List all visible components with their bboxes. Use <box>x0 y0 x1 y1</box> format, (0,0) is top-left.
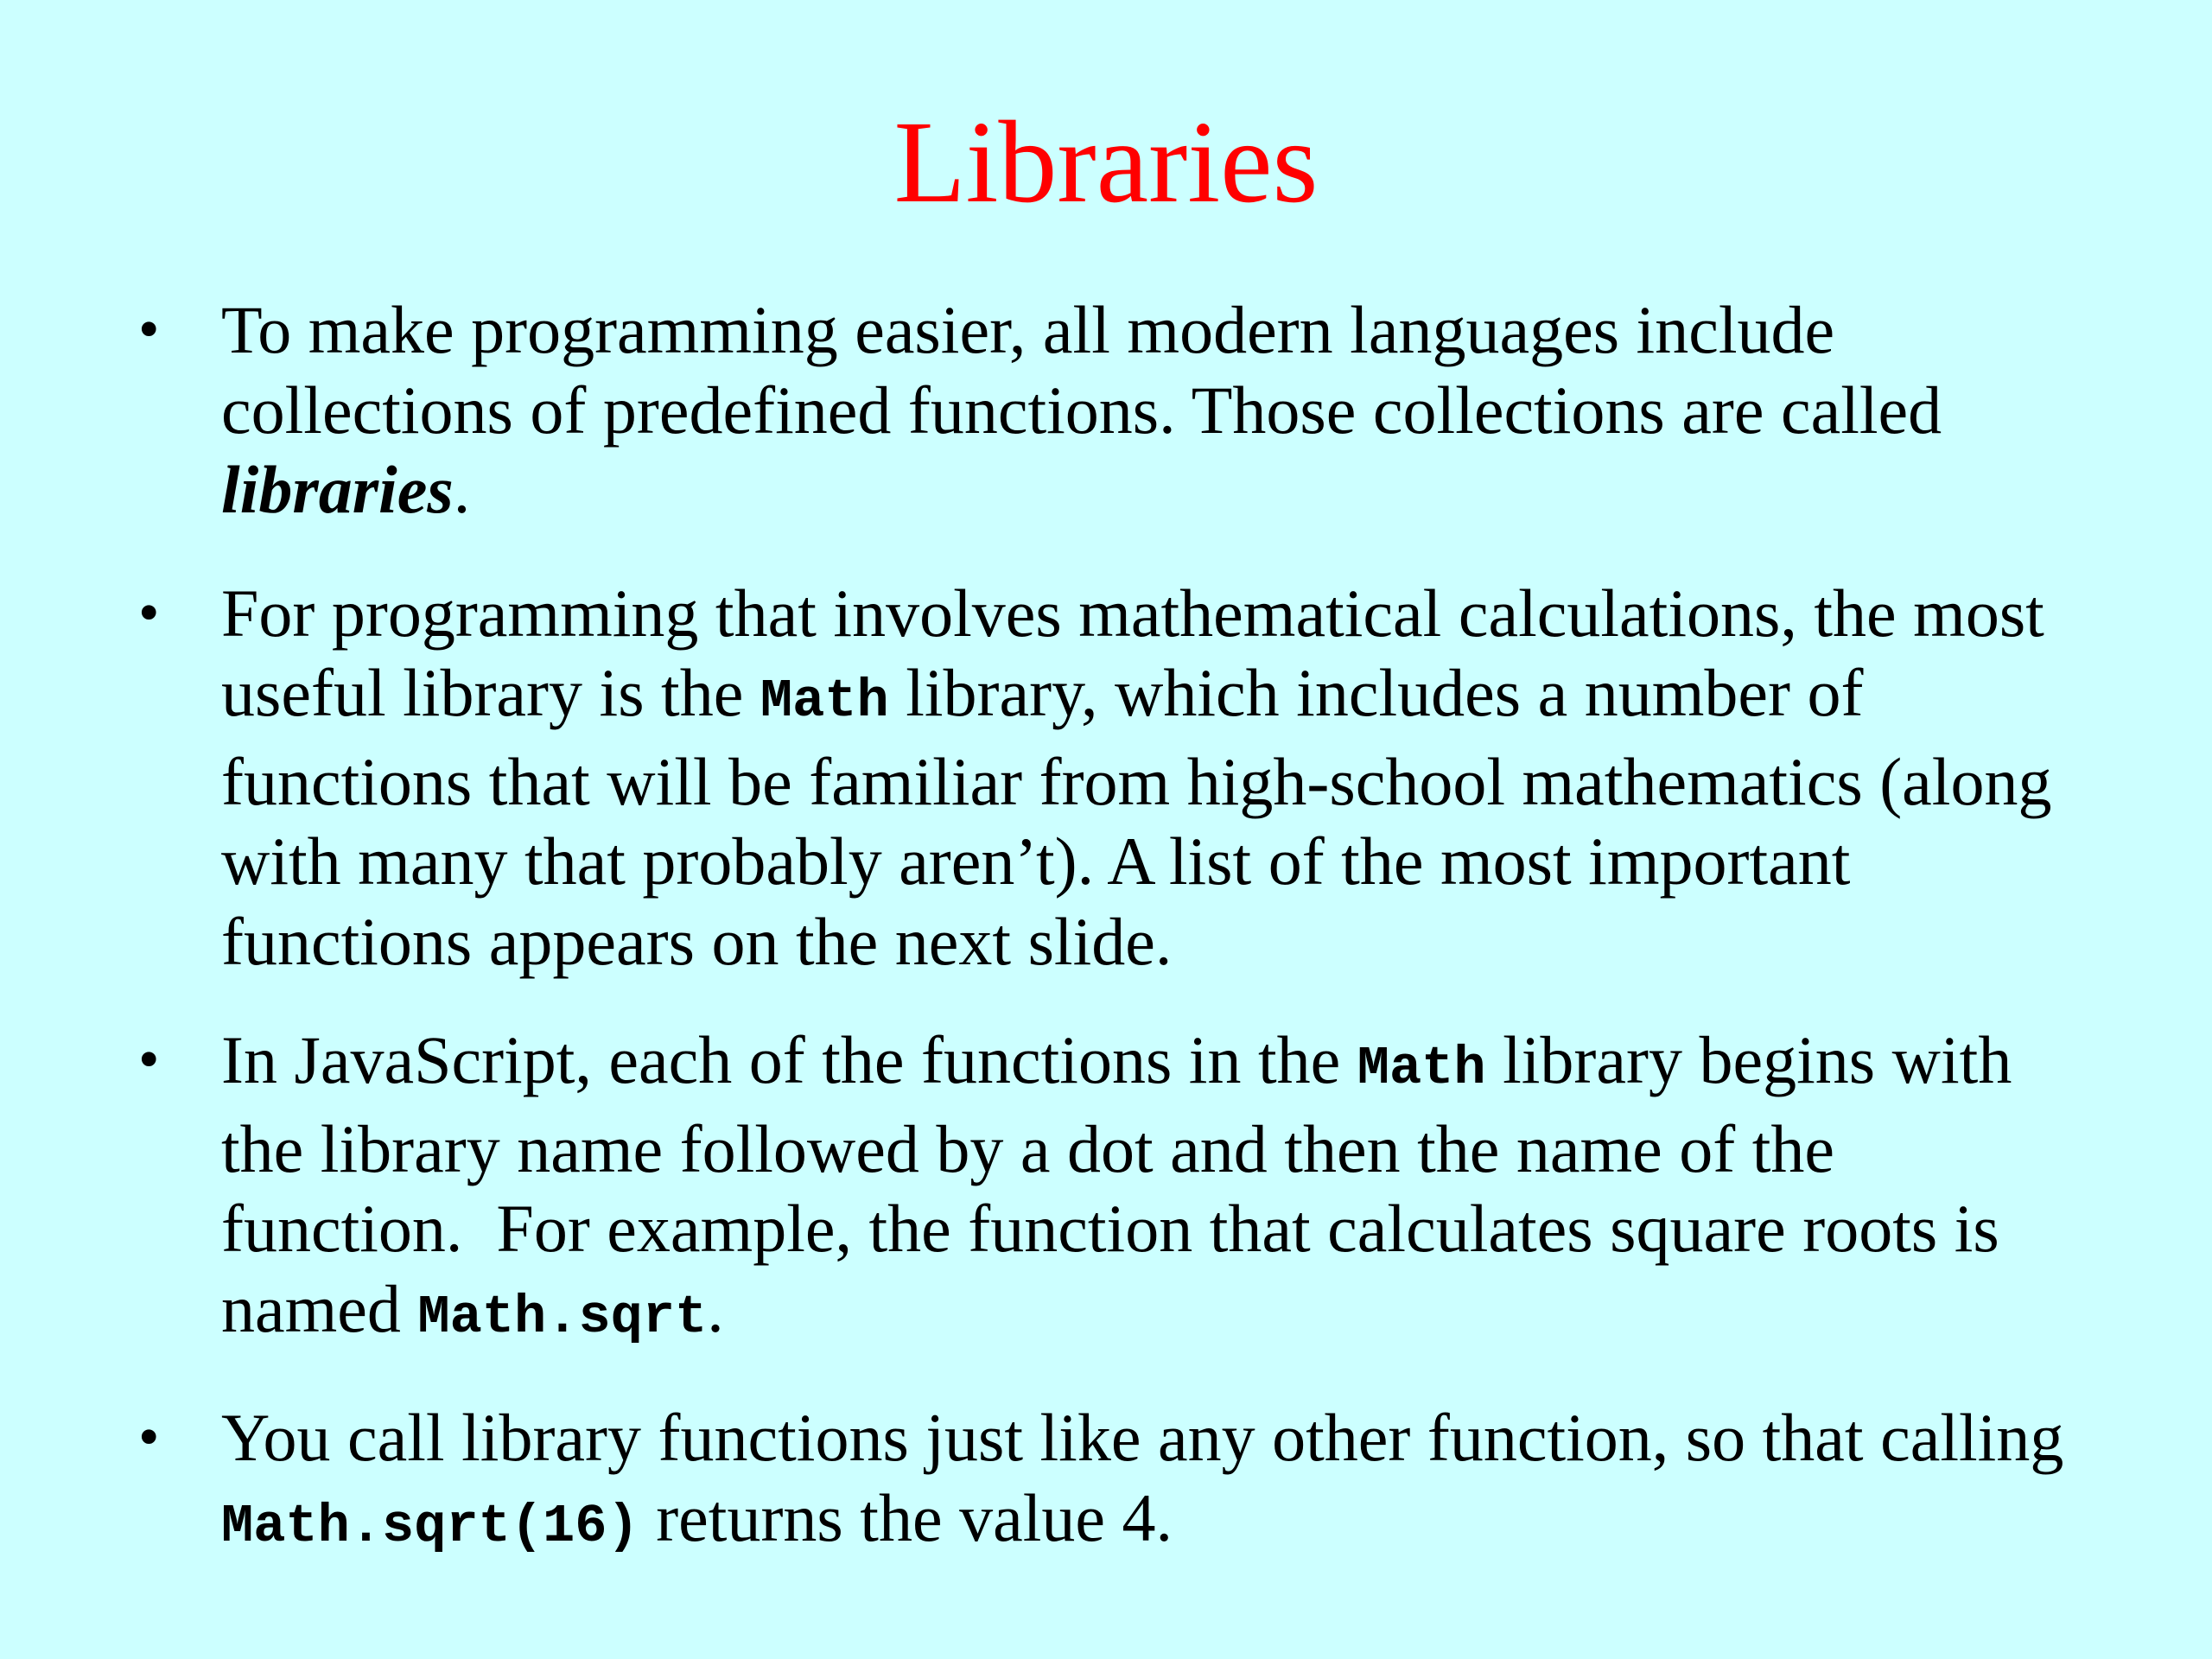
bullet-item-1 <box>138 290 2079 531</box>
bullet-3-code-1: Math <box>1357 1038 1486 1099</box>
bullet-3-text-end: . <box>707 1270 724 1346</box>
bullet-1-text-end: . <box>453 452 471 527</box>
bullet-item-4 <box>138 1398 2079 1567</box>
slide-title: Libraries <box>893 98 1319 227</box>
bullet-1-text-start: To make programming easier, all modern languages include collections of predefined functions. Those collections are called <box>221 292 1942 448</box>
bullet-dot-icon: • <box>138 296 160 363</box>
bullet-3-text-middle: library begins with the library name followed by a dot and then the name of the function. For example, the function that calculates square roots is named <box>221 1022 2029 1346</box>
bullet-4-text-end: returns the value 4. <box>639 1479 1173 1555</box>
bullet-2-code: Math <box>760 671 889 732</box>
bullet-3-text-start: In JavaScript, each of the functions in the <box>221 1022 1357 1097</box>
bullet-3-code-2: Math.sqrt <box>417 1286 708 1348</box>
bullet-4-code: Math.sqrt(16) <box>221 1495 639 1557</box>
bullet-list <box>138 290 2079 1610</box>
bullet-1-emphasis: libraries <box>221 452 454 527</box>
bullet-dot-icon: • <box>138 579 160 646</box>
bullet-2-text-start: For programming that involves mathematical calculations, the most useful library is the <box>221 575 2044 730</box>
bullet-4-text-start: You call library functions just like any other function, so that calling <box>221 1400 2064 1475</box>
bullet-item-3 <box>138 1020 2079 1357</box>
bullet-2-text-end: library, which includes a number of functions that will be familiar from high-school mathematics (along with many that probably aren’t). A list of the most important functions appears on the next slide. <box>221 655 2052 979</box>
bullet-dot-icon: • <box>138 1404 160 1471</box>
bullet-item-2 <box>138 574 2079 982</box>
bullet-dot-icon: • <box>138 1027 160 1093</box>
